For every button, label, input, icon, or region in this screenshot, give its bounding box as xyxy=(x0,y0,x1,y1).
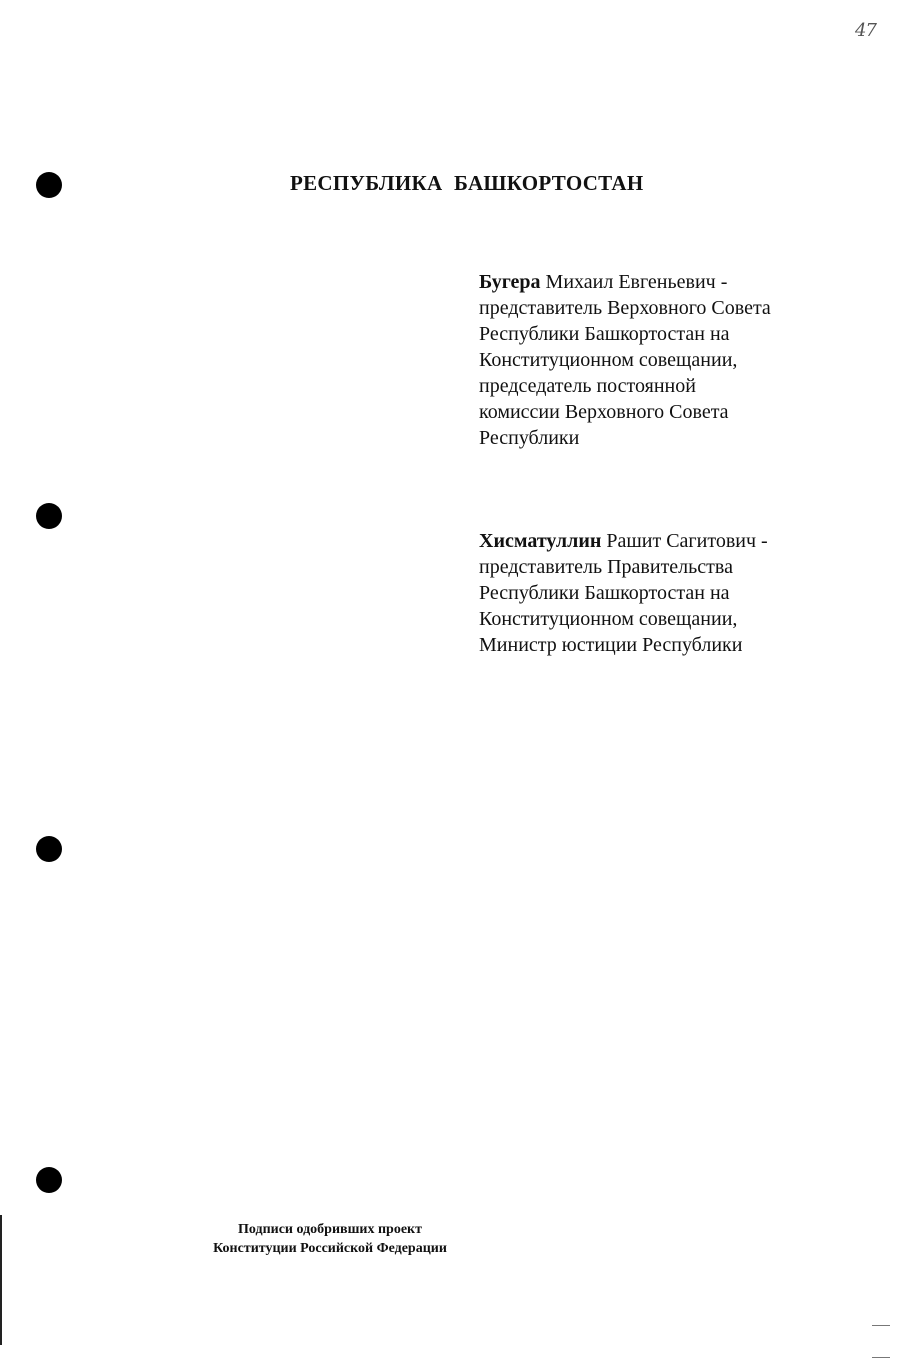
signatory-entry xyxy=(479,528,809,658)
signatory-role-line: Республики Башкортостан на xyxy=(479,582,730,604)
punch-hole xyxy=(36,836,62,862)
punch-hole xyxy=(36,1167,62,1193)
punch-hole xyxy=(36,503,62,529)
punch-hole xyxy=(36,172,62,198)
signatory-role-line: председатель постоянной xyxy=(479,375,696,397)
scan-edge-mark xyxy=(872,1357,890,1358)
signatory-role-line: представитель Правительства xyxy=(479,556,733,578)
signatory-role-line: представитель Верховного Совета xyxy=(479,297,771,319)
signatory-role-line: Министр юстиции Республики xyxy=(479,634,743,656)
region-heading: РЕСПУБЛИКА БАШКОРТОСТАН xyxy=(290,171,644,195)
signatory-surname: Бугера xyxy=(479,271,541,293)
footer-line: Подписи одобривших проект xyxy=(238,1222,422,1237)
signatory-role-line: комиссии Верховного Совета xyxy=(479,401,729,423)
signatory-name-line xyxy=(479,528,809,554)
footer-line: Конституции Российской Федерации xyxy=(213,1241,447,1256)
handwritten-page-number: 47 xyxy=(855,20,876,41)
signatory-role-line: Республики Башкортостан на xyxy=(479,323,730,345)
signatory-role-line: Республики xyxy=(479,427,580,449)
scan-edge-mark xyxy=(872,1325,890,1326)
signatory-entry xyxy=(479,269,809,451)
signatory-role-line: Конституционном совещании, xyxy=(479,349,738,371)
scan-edge-line xyxy=(0,1215,2,1345)
signatory-given-names: Михаил Евгеньевич - xyxy=(540,271,728,293)
signatory-role-line: Конституционном совещании, xyxy=(479,608,738,630)
page-footer xyxy=(180,1220,480,1258)
signatory-given-names: Рашит Сагитович - xyxy=(601,530,768,552)
signatory-surname: Хисматуллин xyxy=(479,530,602,552)
signatory-name-line xyxy=(479,269,809,295)
